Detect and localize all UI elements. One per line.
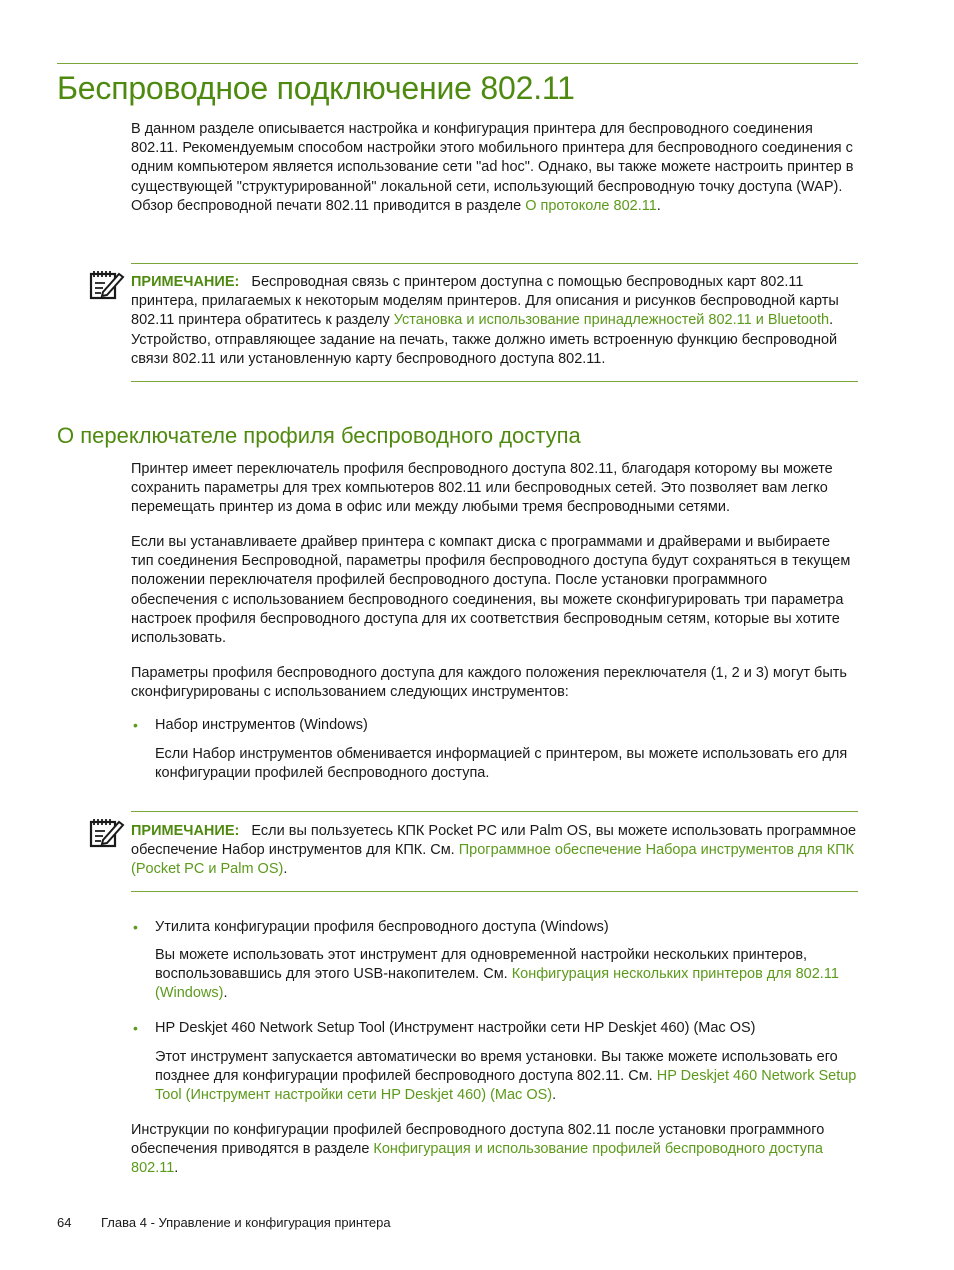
closing-paragraph: [131, 1121, 831, 1179]
bullet-marker: •: [133, 919, 138, 935]
bullet1-description: Если Набор инструментов обменивается информацией с принтером, вы можете использовать его для конфигурации профилей беспроводного доступа.: [155, 746, 848, 782]
note1-text: Беспроводная связь с принтером доступна с помощью беспроводных карт 802.11 принтера, прилагаемых к некоторым моделям принтеров. Для описания и рисунков беспроводной карты 802.11 принтера обратитесь к разделу: [131, 274, 839, 329]
top-rule: [57, 63, 858, 64]
bullet2-description: [155, 946, 855, 1004]
intro-paragraph: [131, 120, 855, 216]
bullet-marker: •: [133, 1020, 138, 1036]
bullet2-tail: .: [223, 985, 228, 1002]
bullet2-title: Утилита конфигурации профиля беспроводного доступа (Windows): [155, 919, 609, 935]
bullet3-title: HP Deskjet 460 Network Setup Tool (Инструмент настройки сети HP Deskjet 460) (Mac OS): [155, 1020, 756, 1036]
intro-tail: .: [656, 197, 661, 214]
link-multiple-printers-config[interactable]: Конфигурация нескольких принтеров для 802.11 (Windows): [155, 966, 839, 1002]
note2-label: ПРИМЕЧАНИЕ:: [131, 823, 240, 839]
bullet3-text: Этот инструмент запускается автоматически во время установки. Вы также можете использовать его позднее для конфигурации профилей беспроводного доступа 802.11. См.: [155, 1049, 838, 1085]
link-pda-toolbox[interactable]: Программное обеспечение Набора инструментов для КПК (Pocket PC и Palm OS): [131, 842, 855, 878]
section-paragraph-1: Принтер имеет переключатель профиля беспроводного доступа 802.11, благодаря которому вы можете сохранить параметры для трех компьютеров 802.11 или беспроводных сетей. Это позволяет вам легко перемещать принтер из дома в офис или между любыми тремя беспроводными сетями.: [131, 461, 833, 516]
bullet3-tail: .: [552, 1087, 557, 1104]
link-network-setup-tool[interactable]: HP Deskjet 460 Network Setup Tool (Инструмент настройки сети HP Deskjet 460) (Mac OS): [155, 1068, 857, 1104]
note1-text-end: . Устройство, отправляющее задание на печать, также должно иметь встроенную функцию беспроводной связи 802.11 или установленную карту беспроводного доступа 802.11.: [131, 312, 838, 367]
bullet1-title: Набор инструментов (Windows): [155, 717, 368, 733]
intro-text: В данном разделе описывается настройка и конфигурация принтера для беспроводного соединения 802.11. Рекомендуемым способом настройки этого мобильного принтера для беспроводного соединения с одним компьютером является использование сети "ad hoc". Однако, вы также можете настроить принтер в существующей "структурированной" локальной сети, использующий беспроводную точку доступа (WAP). Обзор беспроводной печати 802.11 приводится в разделе: [131, 121, 854, 214]
note1-label: ПРИМЕЧАНИЕ:: [131, 274, 240, 290]
closing-tail: .: [174, 1160, 179, 1177]
bullet-marker: •: [133, 717, 138, 733]
link-accessories-802-11-bluetooth[interactable]: Установка и использование принадлежностей 802.11 и Bluetooth: [393, 312, 830, 329]
bullet3-description: [155, 1048, 857, 1106]
section-title: О переключателе профиля беспроводного доступа: [57, 423, 581, 448]
section-paragraph-3: Параметры профиля беспроводного доступа для каждого положения переключателя (1, 2 и 3) могут быть сконфигурированы с использованием следующих инструментов:: [131, 665, 847, 701]
note1-bottom-rule: [131, 381, 858, 382]
link-about-802-11[interactable]: О протоколе 802.11: [525, 197, 657, 214]
note2-bottom-rule: [131, 891, 858, 892]
note-icon: [89, 268, 125, 300]
note1-top-rule: [131, 263, 858, 264]
page-title: Беспроводное подключение 802.11: [57, 70, 575, 106]
closing-text: Инструкции по конфигурации профилей беспроводного доступа 802.11 после установки программного обеспечения приводятся в разделе: [131, 1122, 825, 1158]
footer-chapter: Глава 4 - Управление и конфигурация принтера: [101, 1215, 391, 1230]
note2-paragraph: [131, 822, 857, 880]
note1-paragraph: [131, 273, 857, 369]
bullet2-text: Вы можете использовать этот инструмент для одновременной настройки нескольких принтеров, воспользовавшись для этого USB-накопителем. См.: [155, 947, 808, 983]
section-paragraph-2: Если вы устанавливаете драйвер принтера с компакт диска с программами и драйверами и выбираете тип соединения Беспроводной, параметры профиля беспроводного доступа будут сохраняться в текущем положении переключателя профилей беспроводного доступа. После установки программного обеспечения с использованием беспроводного соединения, вы можете сконфигурировать три параметра настроек профиля беспроводного доступа для их соответствия беспроводным сетям, которые вы хотите использовать.: [131, 534, 851, 647]
note2-text: Если вы пользуетесь КПК Pocket PC или Palm OS, вы можете использовать программное обеспечение Набор инструментов для КПК. См.: [131, 823, 857, 859]
link-profile-configuration[interactable]: Конфигурация и использование профилей беспроводного доступа 802.11: [131, 1141, 823, 1177]
note-icon: [89, 816, 125, 848]
note2-top-rule: [131, 811, 858, 812]
page-number: 64: [57, 1215, 72, 1230]
note2-text-end: .: [283, 861, 288, 878]
